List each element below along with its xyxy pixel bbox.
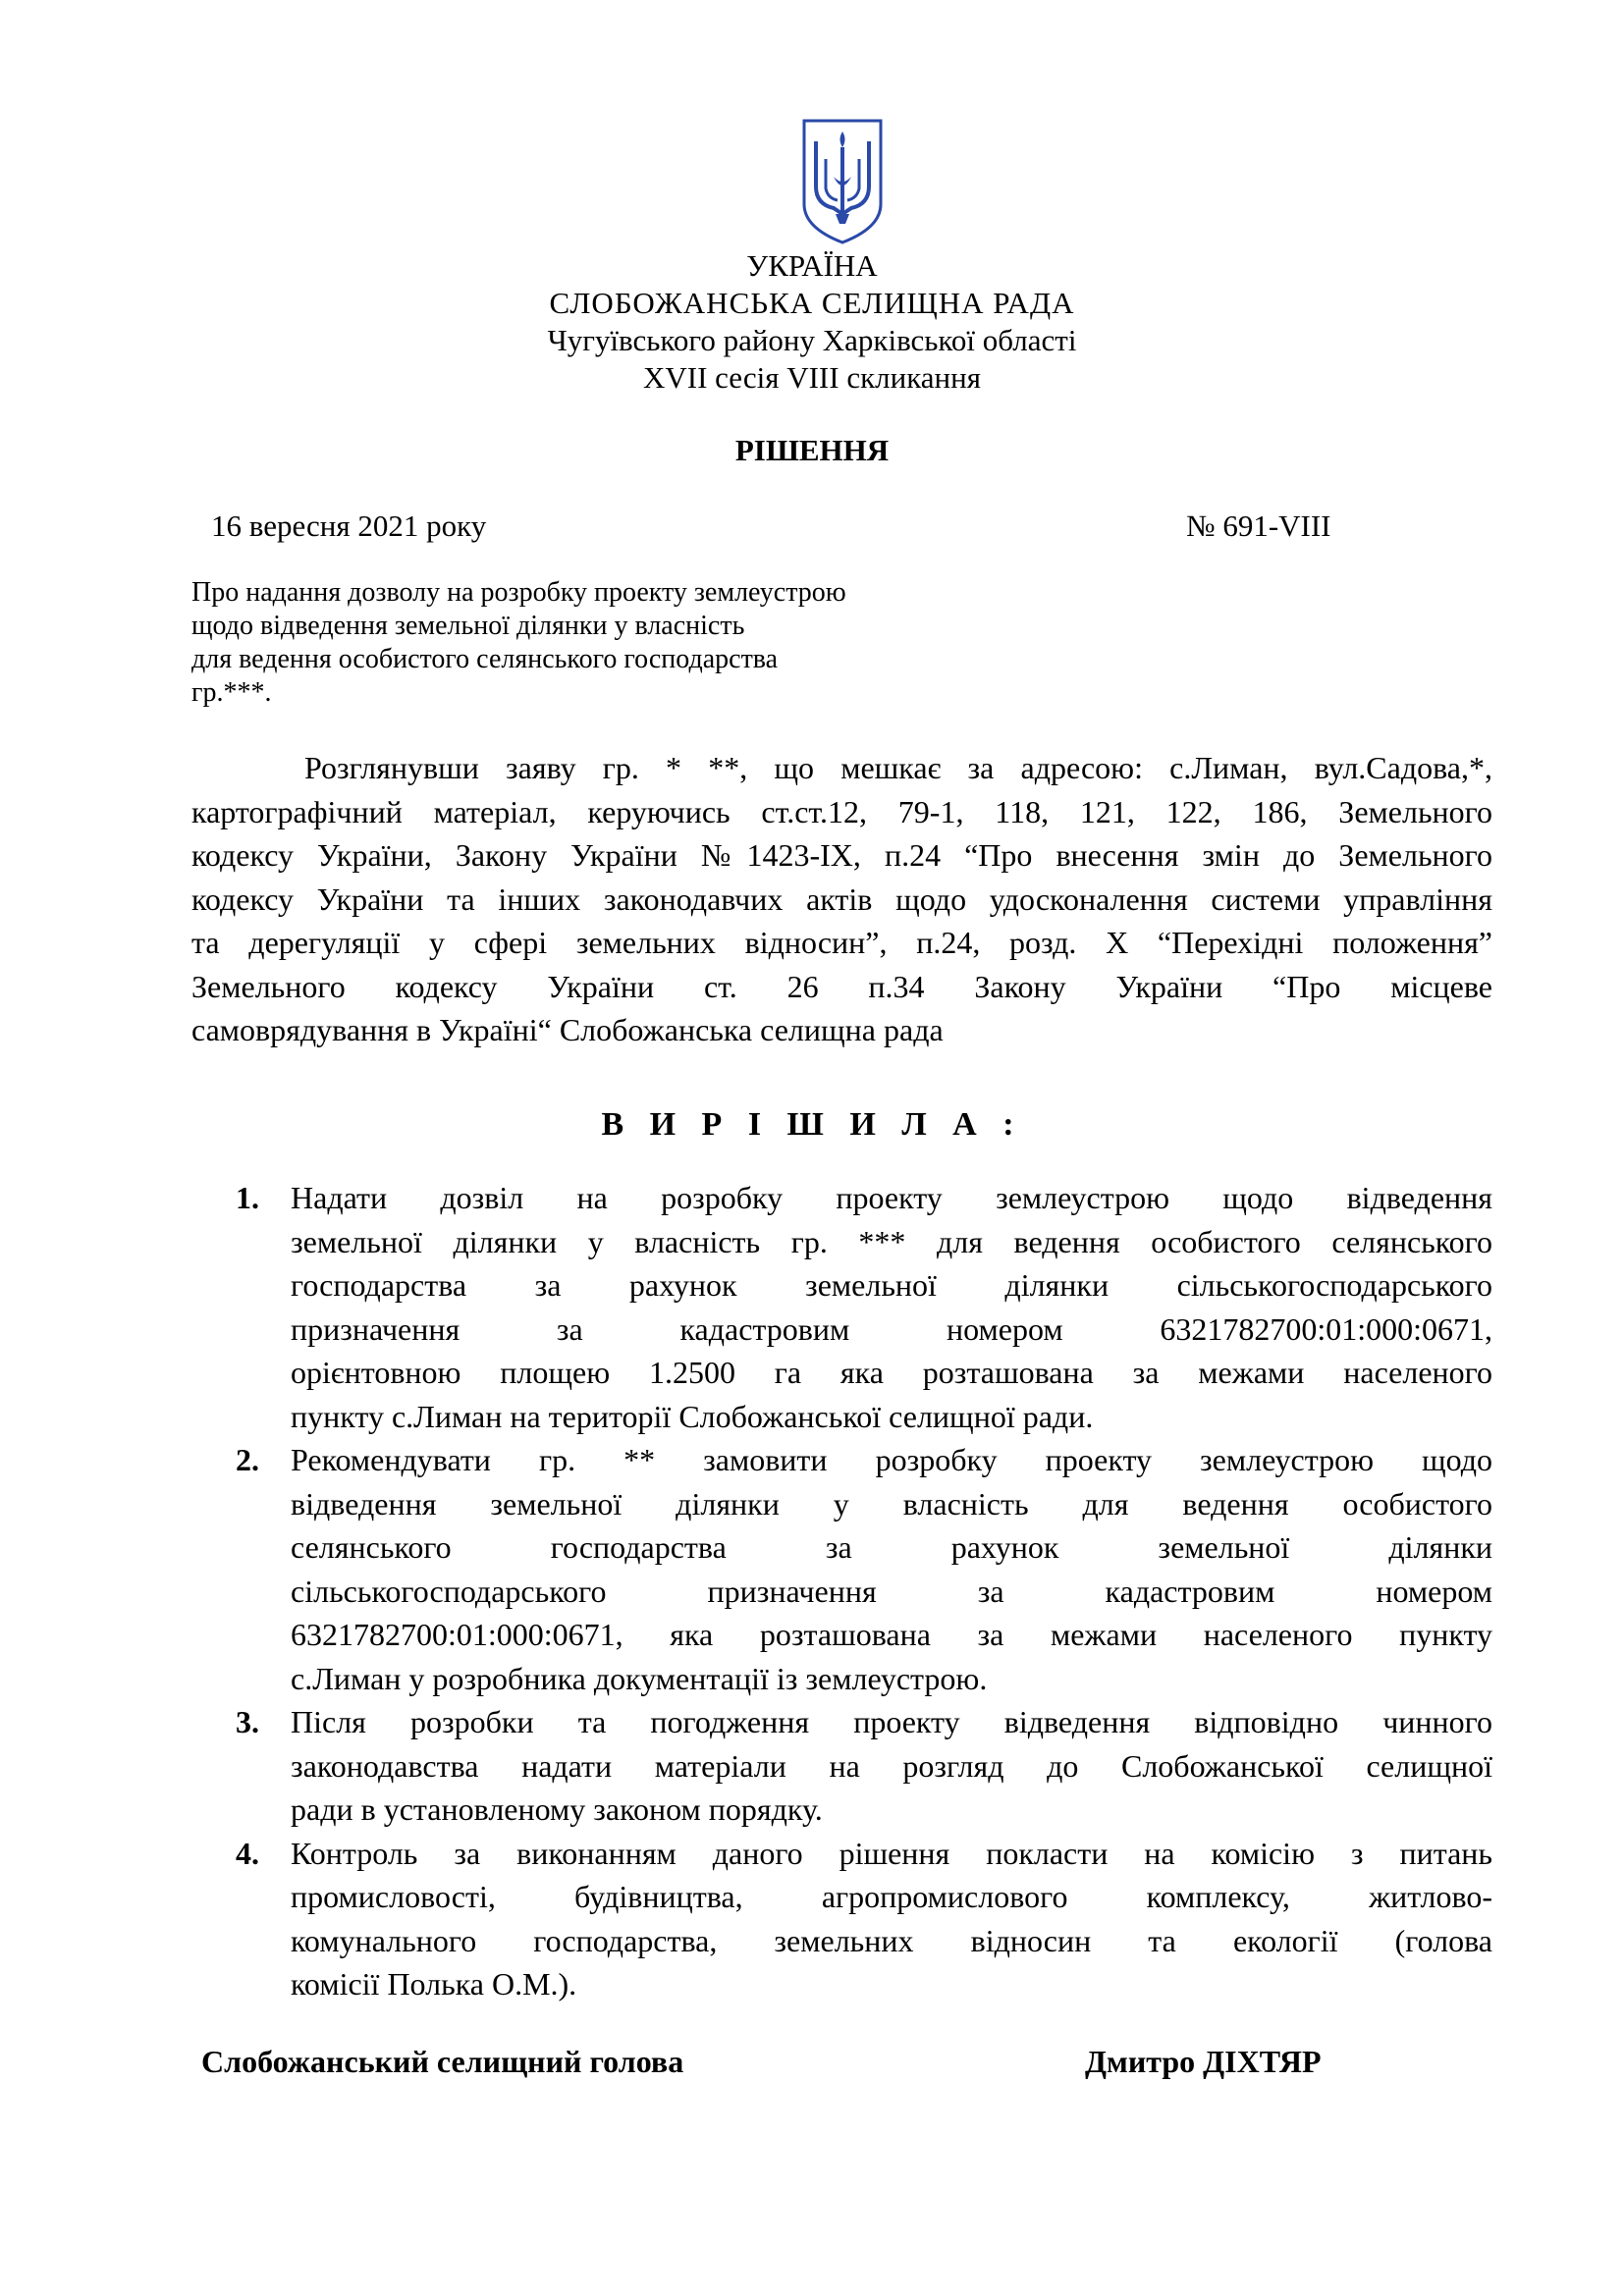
decision-item <box>236 1176 1492 1438</box>
session-heading: XVII сесія VIII скликання <box>643 360 981 395</box>
item-line: комунального господарства, земельних відносин та екології (голова <box>291 1922 1492 1958</box>
item-line: 6321782700:01:000:0671, яка розташована за межами населеного пункту <box>291 1617 1492 1652</box>
subject-line: щодо відведення земельної ділянки у власність <box>191 611 745 641</box>
decision-item <box>236 1832 1492 2006</box>
item-line: пункту с.Лиман на території Слобожанської селищної ради. <box>291 1398 1094 1434</box>
decision-title: РІШЕННЯ <box>734 433 890 467</box>
district-heading: Чугуївського району Харківської області <box>547 323 1077 357</box>
resolved-heading: В И Р І Ш И Л А : <box>601 1106 1023 1143</box>
preamble-line: та дерегуляції у сфері земельних відносин”, п.24, розд. Х “Перехідні положення” <box>191 925 1492 960</box>
item-number: 1. <box>236 1180 259 1215</box>
preamble-line: Розглянувши заяву гр. * **, що мешкає за адресою: с.Лиман, вул.Садова,*, <box>304 750 1492 785</box>
decision-items-list <box>236 1176 1492 2006</box>
item-number: 3. <box>236 1704 259 1739</box>
item-line: Після розробки та погодження проекту відведення відповідно чинного <box>291 1704 1492 1739</box>
decision-subject <box>191 576 957 710</box>
decision-item <box>236 1438 1492 1700</box>
item-number: 4. <box>236 1835 259 1871</box>
item-line: селянського господарства за рахунок земельної ділянки <box>291 1529 1492 1565</box>
preamble-line: кодексу України та інших законодавчих актів щодо удосконалення системи управління <box>191 881 1492 917</box>
decision-date: 16 вересня 2021 року <box>211 508 487 543</box>
item-line: Надати дозвіл на розробку проекту землеустрою щодо відведення <box>291 1180 1492 1215</box>
item-line: ради в установленому законом порядку. <box>291 1791 823 1827</box>
coat-of-arms-icon <box>800 118 885 245</box>
decision-number: № 691-VIII <box>1186 508 1331 543</box>
preamble-line: картографічний матеріал, керуючись ст.ст.12, 79-1, 118, 121, 122, 186, Земельного <box>191 793 1492 829</box>
preamble-line: Земельного кодексу України ст. 26 п.34 Закону України “Про місцеве <box>191 968 1492 1004</box>
preamble-line: кодексу України, Закону України №1423-IX, п.24 “Про внесення змін до Земельного <box>191 837 1492 873</box>
country-heading: УКРАЇНА <box>746 248 878 283</box>
item-line: орієнтовною площею 1.2500 га яка розташована за межами населеного <box>291 1355 1492 1390</box>
signature-role: Слобожанський селищний голова <box>201 2044 684 2079</box>
item-line: с.Лиман у розробника документації із землеустрою. <box>291 1660 988 1696</box>
council-heading: СЛОБОЖАНСЬКА СЕЛИЩНА РАДА <box>549 286 1075 320</box>
item-line: Контроль за виконанням даного рішення покласти на комісію з питань <box>291 1835 1492 1871</box>
preamble-paragraph <box>191 746 1492 1052</box>
item-line: законодавства надати матеріали на розгляд до Слобожанської селищної <box>291 1747 1492 1784</box>
subject-line: гр.***. <box>191 677 272 708</box>
decision-item <box>236 1700 1492 1832</box>
item-line: господарства за рахунок земельної ділянки сільськогосподарського <box>291 1267 1492 1303</box>
signature-name: Дмитро ДІХТЯР <box>1085 2044 1322 2079</box>
item-number: 2. <box>236 1442 259 1477</box>
preamble-line: самоврядування в Україні“ Слобожанська селищна рада <box>191 1012 944 1047</box>
subject-line: для ведення особистого селянського господарства <box>191 644 779 674</box>
item-line: відведення земельної ділянки у власність для ведення особистого <box>291 1485 1492 1522</box>
item-line: сільськогосподарського призначення за кадастровим номером <box>291 1573 1492 1609</box>
item-line: Рекомендувати гр. ** замовити розробку проекту землеустрою щодо <box>291 1442 1492 1477</box>
item-line: промисловості, будівництва, агропромислового комплексу, житлово- <box>291 1879 1492 1914</box>
subject-line: Про надання дозволу на розробку проекту землеустрою <box>191 577 846 608</box>
item-line: призначення за кадастровим номером 6321782700:01:000:0671, <box>291 1310 1492 1347</box>
item-line: земельної ділянки у власність гр. *** для ведення особистого селянського <box>291 1223 1492 1259</box>
item-line: комісії Полька О.М.). <box>291 1966 577 2002</box>
